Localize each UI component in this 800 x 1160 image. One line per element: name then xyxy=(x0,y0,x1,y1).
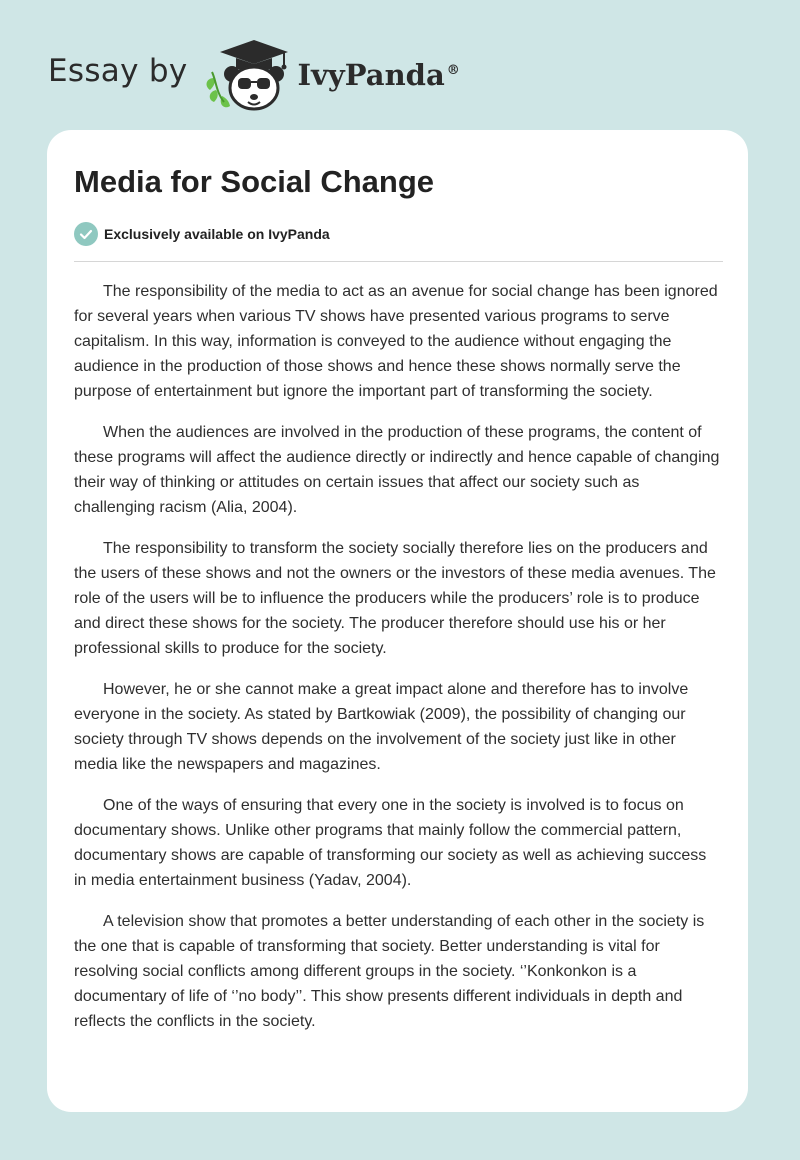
page-title: Media for Social Change xyxy=(74,164,435,199)
paragraph: One of the ways of ensuring that every one in the society is involved is to focus on documentary shows. Unlike other programs that mainly follow the commercial pattern, documentary shows are capable of transforming our society as well as achieving success in media entertainment business (Yadav, 2004). xyxy=(74,797,707,889)
paragraph: The responsibility of the media to act as an avenue for social change has been ignored for several years when various TV shows have presented various programs to serve capitalism. In this way, information is conveyed to the audience without engaging the audience in the production of those shows and hence these shows normally serve the purpose of entertainment but ignore the important part of transforming the society. xyxy=(74,283,718,400)
panda-logo-icon[interactable] xyxy=(202,34,294,114)
paragraph: However, he or she cannot make a great impact alone and therefore has to involve everyone in the society. As stated by Bartkowiak (2009), the possibility of changing our society through TV shows depends on the involvement of the society just like in other media like the newspapers and magazines. xyxy=(74,681,689,773)
paragraph: When the audiences are involved in the production of these programs, the content of these programs will affect the audience directly or indirectly and hence capable of changing their way of thinking or attitudes on certain issues that affect our society such as challenging racism (Alia, 2004). xyxy=(74,424,720,516)
check-circle-icon xyxy=(74,222,98,246)
paragraph: A television show that promotes a better understanding of each other in the society is the one that is capable of transforming that society. Better understanding is vital for resolving social conflicts among different groups in the society. ‘’Konkonkon is a documentary of life of ‘’no body’’. This show presents different individuals in depth and reflects the conflicts in the society. xyxy=(74,913,705,1030)
registered-mark: ® xyxy=(446,63,460,79)
badge-label: Exclusively available on IvyPanda xyxy=(104,226,330,242)
panda-face-icon xyxy=(224,66,284,109)
title-divider xyxy=(74,261,723,262)
essay-body xyxy=(74,279,723,1050)
exclusive-badge xyxy=(74,222,330,246)
paragraph: The responsibility to transform the society socially therefore lies on the producers and the users of these shows and not the owners or the investors of these media avenues. The role of the users will be to influence the producers while the producers’ role is to produce and direct these shows for the society. The producer therefore should use his or her professional skills to produce for the society. xyxy=(74,540,716,657)
brand-name[interactable]: IvyPanda ® xyxy=(297,58,460,92)
essay-card xyxy=(47,130,748,1112)
essay-by-label: Essay by xyxy=(48,53,188,89)
site-header xyxy=(48,34,460,114)
